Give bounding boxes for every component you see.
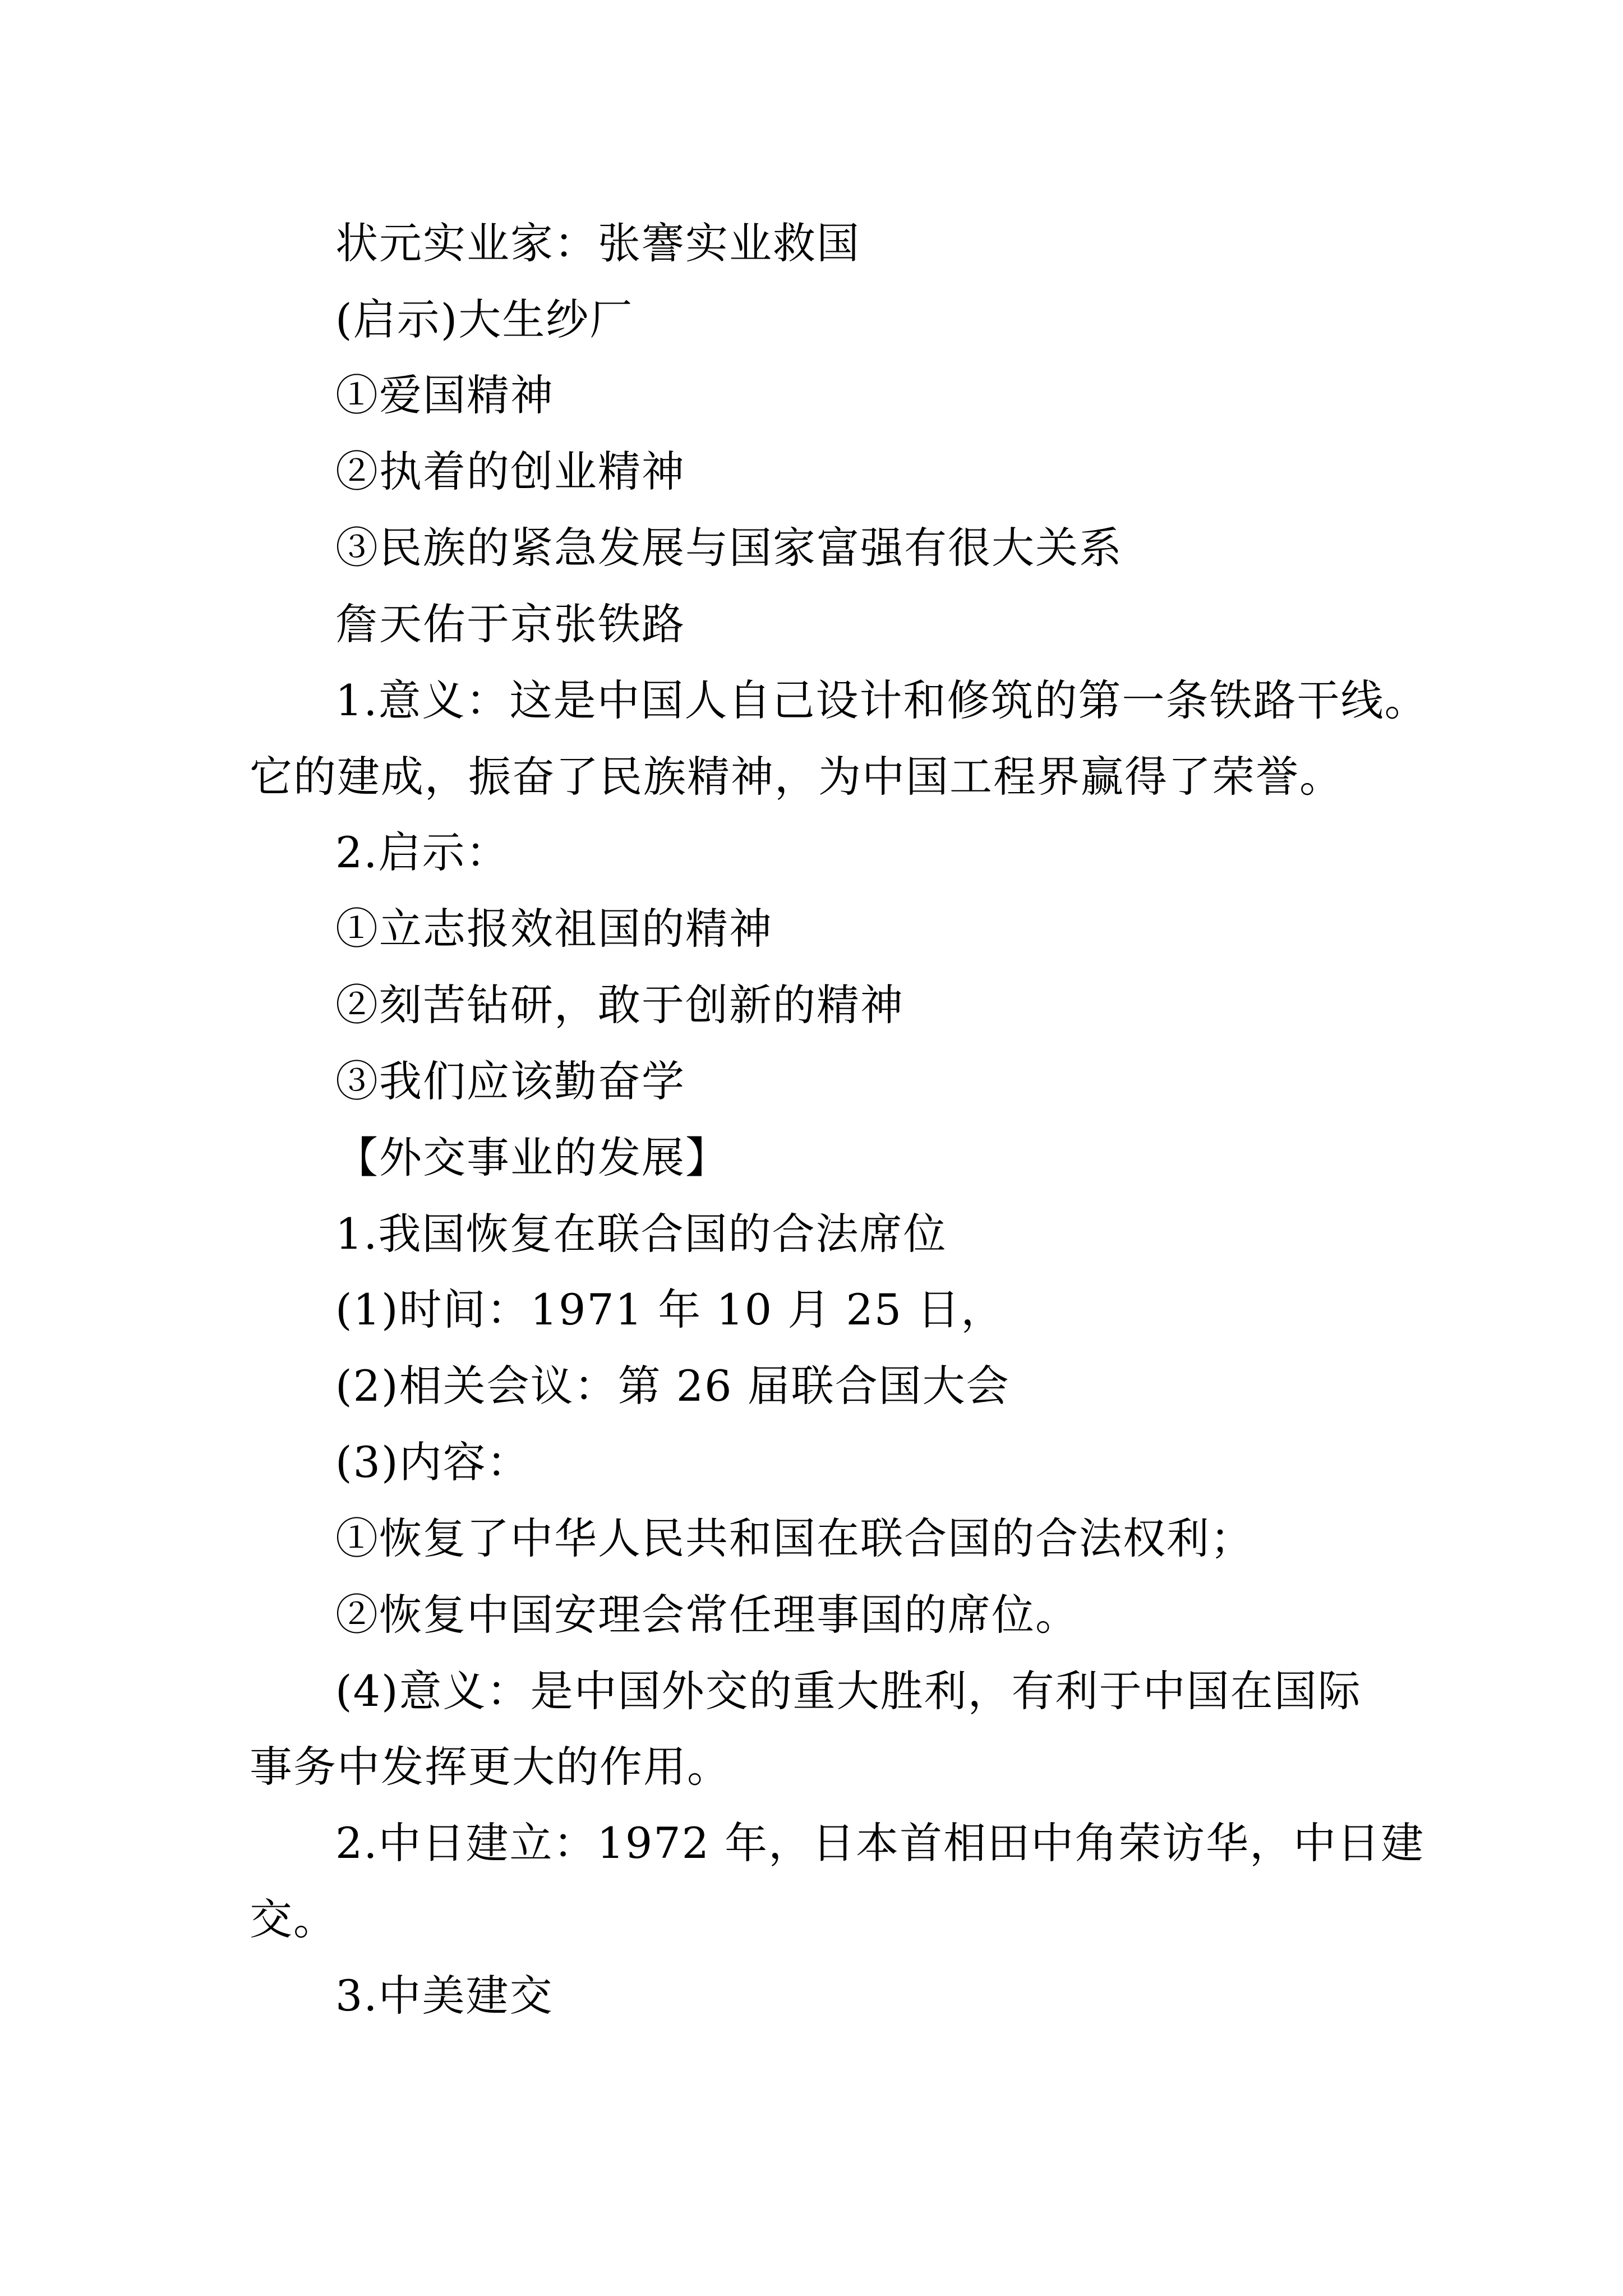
text-line: 事务中发挥更大的作用。: [250, 1742, 731, 1792]
text-line: 状元实业家：张謇实业救国: [335, 218, 860, 268]
text-line: ①立志报效祖国的精神: [335, 904, 773, 954]
text-line: (启示)大生纱厂: [335, 295, 634, 344]
text-line: ③民族的紧急发展与国家富强有很大关系: [335, 523, 1123, 573]
text-line: 它的建成，振奋了民族精神，为中国工程界赢得了荣誉。: [250, 752, 1343, 802]
text-line: ②恢复中国安理会常任理事国的席位。: [335, 1590, 1079, 1640]
text-line: 1.意义：这是中国人自己设计和修筑的第一条铁路干线。: [335, 675, 1428, 725]
text-line: (3)内容：: [335, 1437, 531, 1487]
text-line: (4)意义：是中国外交的重大胜利，有利于中国在国际: [335, 1666, 1362, 1716]
text-line: 2.中日建立：1972 年，日本首相田中角荣访华，中日建: [335, 1818, 1425, 1868]
text-line: 2.启示：: [335, 827, 510, 877]
text-line: (1)时间：1971 年 10 月 25 日，: [335, 1285, 1005, 1335]
text-line: ①爱国精神: [335, 370, 554, 420]
text-line: ③我们应该勤奋学: [335, 1056, 685, 1106]
text-line: 詹天佑于京张铁路: [335, 599, 685, 649]
text-line: 1.我国恢复在联合国的合法席位: [335, 1209, 947, 1259]
text-line: 交。: [250, 1894, 337, 1944]
text-line: ②刻苦钻研，敢于创新的精神: [335, 980, 904, 1030]
text-line: ①恢复了中华人民共和国在联合国的合法权利；: [335, 1513, 1254, 1563]
text-line: ②执着的创业精神: [335, 447, 685, 496]
text-line: (2)相关会议：第 26 届联合国大会: [335, 1361, 1010, 1411]
section-heading: 【外交事业的发展】: [335, 1133, 729, 1182]
text-line: 3.中美建交: [335, 1971, 554, 2021]
